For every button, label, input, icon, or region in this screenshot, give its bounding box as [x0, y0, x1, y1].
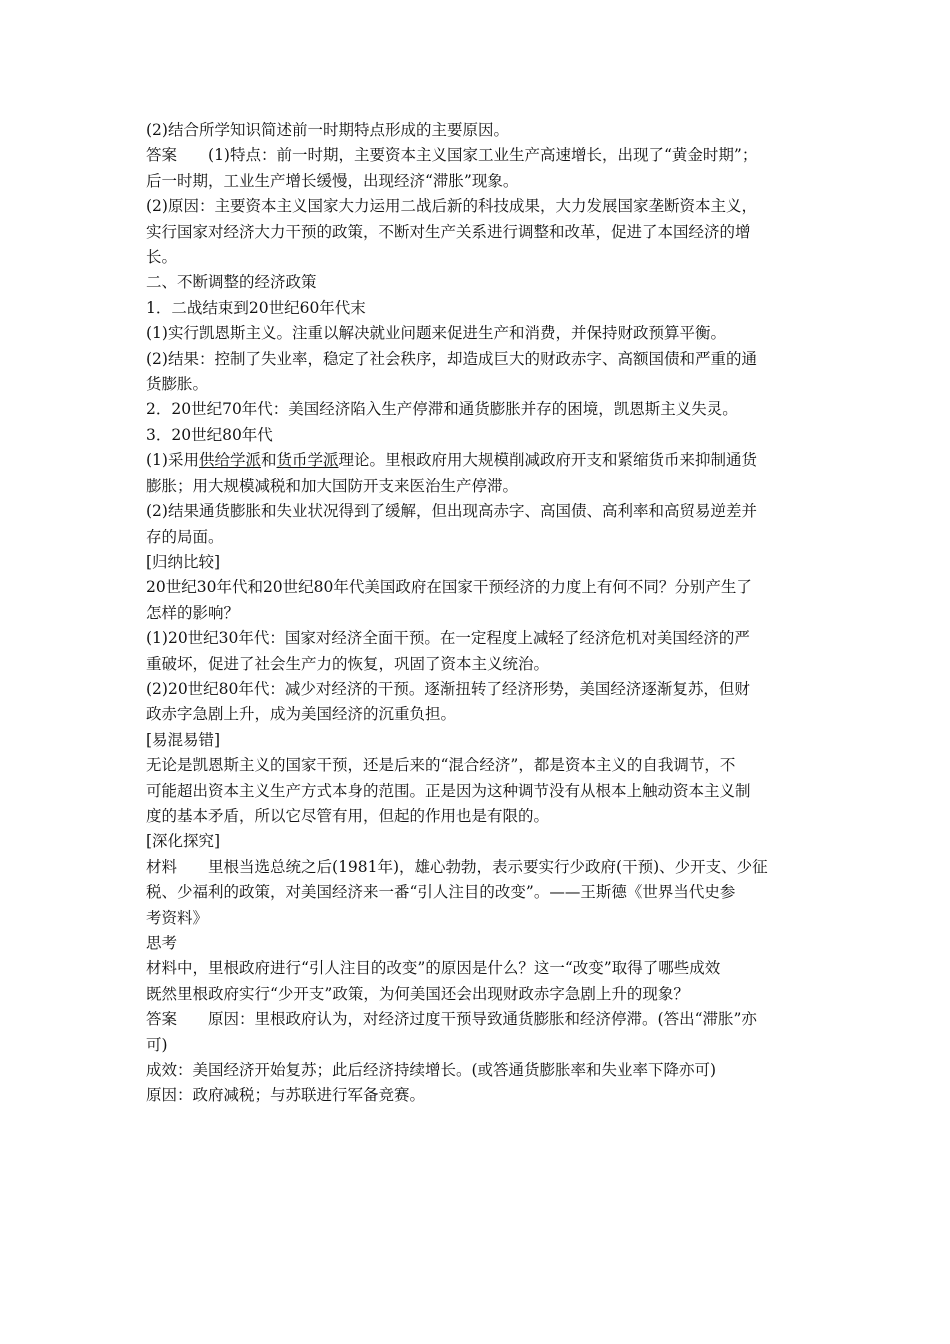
underlined-term: 货币学派 — [276, 451, 339, 470]
text-line: 可能超出资本主义生产方式本身的范围。正是因为这种调节没有从根本上触动资本主义制 — [146, 781, 751, 800]
section-heading: 二、不断调整的经济政策 — [146, 273, 317, 292]
text-line: 膨胀；用大规模减税和加大国防开支来医治生产停滞。 — [146, 476, 519, 495]
text-line: 度的基本矛盾，所以它尽管有用，但起的作用也是有限的。 — [146, 806, 550, 825]
text-line: (2)结果通货膨胀和失业状况得到了缓解，但出现高赤字、高国债、高利率和高贸易逆差并 — [146, 502, 757, 521]
text-line: 政赤字急剧上升，成为美国经济的沉重负担。 — [146, 705, 457, 724]
text-line: 原因：政府减税；与苏联进行军备竞赛。 — [146, 1086, 426, 1105]
text-line: 材料中，里根政府进行“引人注目的改变”的原因是什么？这一“改变”取得了哪些成效 — [146, 959, 721, 978]
bracket-heading: [归纳比较] — [146, 552, 221, 571]
text-line: 存的局面。 — [146, 527, 224, 546]
answer-label: 答案 — [146, 146, 178, 165]
text-line: 考资料》 — [146, 908, 209, 927]
text-line: (2)结果：控制了失业率，稳定了社会秩序，却造成巨大的财政赤字、高额国债和严重的通 — [146, 349, 757, 368]
text-line: (2)结合所学知识简述前一时期特点形成的主要原因。 — [146, 121, 509, 139]
text-line: (1)实行凯恩斯主义。注重以解决就业问题来促进生产和消费，并保持财政预算平衡。 — [146, 324, 726, 343]
text-line: (2)原因：主要资本主义国家大力运用二战后新的科技成果，大力发展国家垄断资本主义， — [146, 197, 757, 216]
text-line: 长。 — [146, 248, 178, 267]
text-line: (1)20世纪30年代：国家对经济全面干预。在一定程度上减轻了经济危机对美国经济的严 — [146, 629, 750, 648]
text-line: 既然里根政府实行“少开支”政策，为何美国还会出现财政赤字急剧上升的现象？ — [146, 984, 689, 1003]
text-line: 重破坏，促进了社会生产力的恢复，巩固了资本主义统治。 — [146, 654, 550, 673]
bracket-heading: [深化探究] — [146, 832, 221, 851]
text-line: 20世纪30年代和20世纪80年代美国政府在国家干预经济的力度上有何不同？分别产生了 — [146, 578, 752, 597]
text-line: 2．20世纪70年代：美国经济陷入生产停滞和通货膨胀并存的困境，凯恩斯主义失灵。 — [146, 400, 738, 419]
text-line: 答案 原因：里根政府认为，对经济过度干预导致通货膨胀和经济停滞。(答出“滞胀”亦 — [146, 1010, 757, 1029]
text-line: 实行国家对经济大力干预的政策，不断对生产关系进行调整和改革，促进了本国经济的增 — [146, 222, 751, 241]
think-label: 思考 — [146, 934, 178, 952]
text-line: 3．20世纪80年代 — [146, 425, 273, 444]
text-line: 无论是凯恩斯主义的国家干预，还是后来的“混合经济”，都是资本主义的自我调节，不 — [146, 756, 736, 775]
text-line: 货膨胀。 — [146, 375, 209, 394]
text-line: (2)20世纪80年代：减少对经济的干预。逐渐扭转了经济形势，美国经济逐渐复苏，但财 — [146, 679, 750, 698]
text-line: 怎样的影响？ — [146, 603, 240, 622]
underlined-term: 供给学派 — [198, 451, 261, 470]
text-line: 税、少福利的政策，对美国经济来一番“引人注目的改变”。——王斯德《世界当代史参 — [146, 883, 736, 902]
text-line: 材料 里根当选总统之后(1981年)，雄心勃勃，表示要实行少政府(干预)、少开支、少征 — [146, 857, 768, 876]
bracket-heading: [易混易错] — [146, 730, 221, 749]
text-line: 可) — [146, 1035, 168, 1054]
text-line: 1．二战结束到20世纪60年代末 — [146, 298, 366, 317]
material-label: 材料 — [146, 857, 178, 876]
answer-label: 答案 — [146, 1010, 178, 1029]
text-line: 答案 (1)特点：前一时期，主要资本主义国家工业生产高速增长，出现了“黄金时期”； — [146, 146, 758, 165]
text-line: (1)采用供给学派和货币学派理论。里根政府用大规模削减政府开支和紧缩货币来抑制通货 — [146, 451, 758, 470]
text-line: 后一时期，工业生产增长缓慢，出现经济“滞胀”现象。 — [146, 171, 519, 190]
text-line: 成效：美国经济开始复苏；此后经济持续增长。(或答通货膨胀率和失业率下降亦可) — [146, 1061, 717, 1080]
